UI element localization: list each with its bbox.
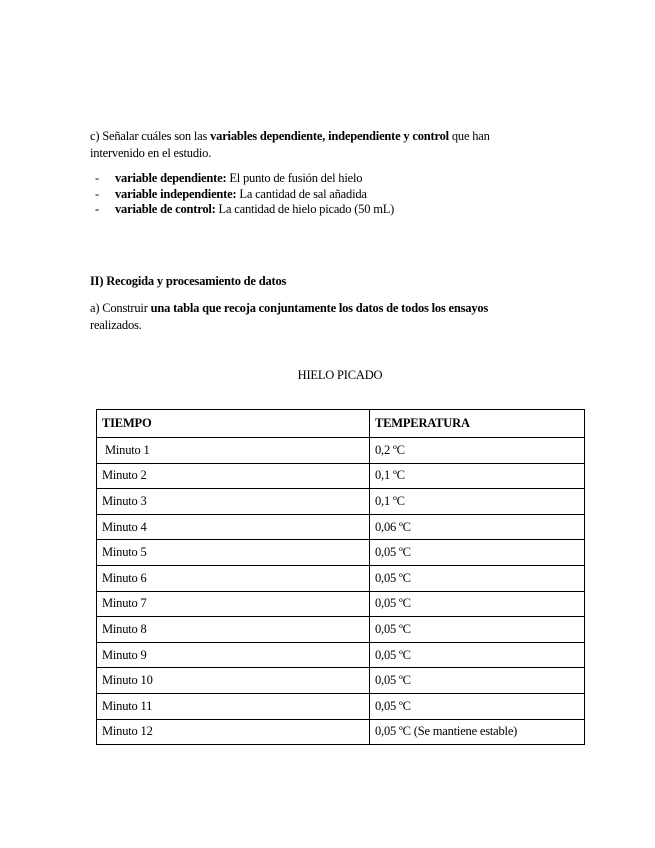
cell-time: Minuto 11	[97, 693, 370, 719]
header-tiempo: TIEMPO	[97, 410, 370, 438]
table-row	[97, 668, 585, 694]
variable-item-independent	[95, 187, 394, 203]
table-row	[97, 693, 585, 719]
table-row	[97, 617, 585, 643]
variables-list	[95, 171, 394, 218]
cell-time: Minuto 2	[97, 463, 370, 489]
section-ii-heading: II) Recogida y procesamiento de datos	[90, 274, 287, 288]
cell-temperature: 0,05 ºC	[370, 540, 585, 566]
cell-time: Minuto 8	[97, 617, 370, 643]
data-table	[96, 409, 585, 745]
section-c-bold: variables dependiente, independiente y control	[210, 129, 449, 143]
table-caption: HIELO PICADO	[297, 368, 383, 382]
cell-time: Minuto 4	[97, 514, 370, 540]
cell-time: Minuto 9	[97, 642, 370, 668]
table-row	[97, 489, 585, 515]
table-row	[97, 540, 585, 566]
cell-time: Minuto 7	[97, 591, 370, 617]
variable-text: La cantidad de sal añadida	[236, 186, 367, 201]
cell-time: Minuto 1	[97, 438, 370, 464]
cell-temperature: 0,05 ºC	[370, 668, 585, 694]
table-row	[97, 438, 585, 464]
section-ii-suffix: realizados.	[90, 318, 142, 332]
cell-time: Minuto 3	[97, 489, 370, 515]
cell-temperature: 0,05 ºC (Se mantiene estable)	[370, 719, 585, 745]
section-ii-paragraph	[90, 300, 530, 334]
variable-item-control	[95, 202, 394, 218]
cell-temperature: 0,2 ºC	[370, 438, 585, 464]
variable-label: variable de control:	[115, 202, 216, 216]
cell-temperature: 0,1 ºC	[370, 489, 585, 515]
table-header-row	[97, 410, 585, 438]
table-row	[97, 514, 585, 540]
variable-item-dependent	[95, 171, 394, 187]
variable-label: variable dependiente:	[115, 171, 227, 185]
cell-temperature: 0,1 ºC	[370, 463, 585, 489]
list-dash: -	[95, 186, 99, 201]
cell-time: Minuto 5	[97, 540, 370, 566]
list-dash: -	[95, 202, 99, 216]
cell-temperature: 0,05 ºC	[370, 591, 585, 617]
cell-time: Minuto 12	[97, 719, 370, 745]
variable-text: El punto de fusión del hielo	[226, 171, 363, 185]
cell-temperature: 0,06 ºC	[370, 514, 585, 540]
cell-time: Minuto 10	[97, 668, 370, 694]
cell-temperature: 0,05 ºC	[370, 693, 585, 719]
cell-temperature: 0,05 ºC	[370, 565, 585, 591]
table-row	[97, 642, 585, 668]
cell-time: Minuto 6	[97, 565, 370, 591]
section-ii-bold: una tabla que recoja conjuntamente los datos de todos los ensayos	[150, 301, 489, 315]
section-c-suffix: que han intervenido en el estudio.	[90, 129, 490, 160]
section-c-prefix: c) Señalar cuáles son las	[90, 129, 211, 143]
table-row	[97, 463, 585, 489]
table-row	[97, 719, 585, 745]
section-c-paragraph	[90, 128, 530, 162]
table-row	[97, 591, 585, 617]
cell-temperature: 0,05 ºC	[370, 642, 585, 668]
header-temperatura: TEMPERATURA	[370, 410, 585, 438]
table-row	[97, 565, 585, 591]
variable-text: La cantidad de hielo picado (50 mL)	[215, 202, 395, 216]
list-dash: -	[95, 171, 99, 185]
section-ii-prefix: a) Construir	[90, 301, 151, 315]
cell-temperature: 0,05 ºC	[370, 617, 585, 643]
variable-label: variable independiente:	[115, 186, 237, 201]
